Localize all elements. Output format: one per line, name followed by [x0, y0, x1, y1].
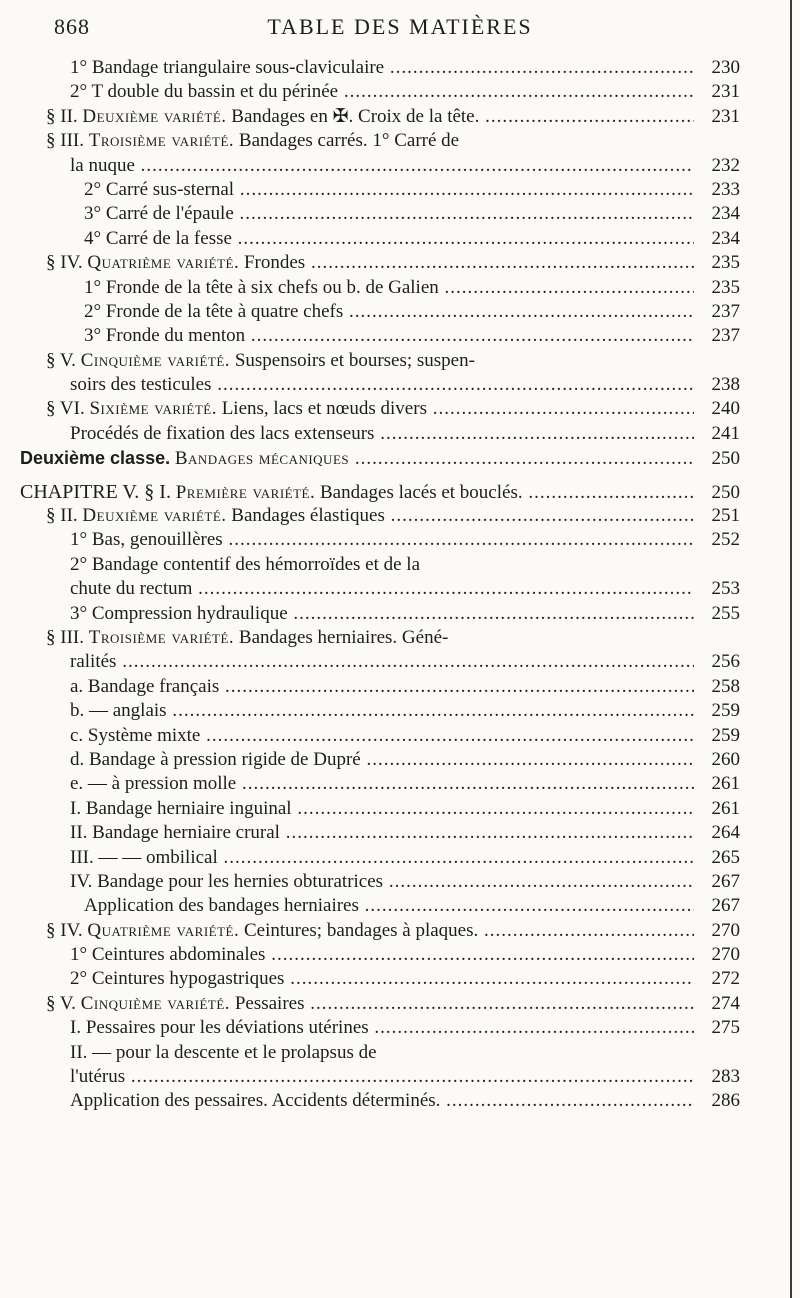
toc-section-entry: § II. Deuxième variété. Bandages en ✠. Croix de la tête. ..... 231 [20, 105, 740, 129]
toc-entry: III. — — ombilical ..... 265 [20, 846, 740, 870]
toc-page-number: 258 [711, 675, 740, 697]
toc-section-entry: § V. Cinquième variété. Suspensoirs et bourses; suspen- [46, 349, 475, 371]
toc-entry: Application des pessaires. Accidents déterminés. ..... 286 [20, 1089, 740, 1113]
toc-entry: ralités ..... 256 [20, 650, 740, 674]
toc-entry: 1° Bas, genouillères ..... 252 [20, 528, 740, 552]
toc-page-number: 241 [711, 422, 740, 444]
toc-entry: 2° Ceintures hypogastriques ..... 272 [20, 967, 740, 991]
toc-page-number: 274 [711, 992, 740, 1014]
toc-entry: Procédés de fixation des lacs extenseurs ..... 241 [20, 422, 740, 446]
toc-page-number: 267 [711, 895, 740, 917]
toc-page-number: 267 [711, 870, 740, 892]
toc-page-number: 259 [711, 700, 740, 722]
toc-page-number: 251 [711, 505, 740, 527]
toc-page-number: 264 [711, 822, 740, 844]
toc-entry: 1° Ceintures abdominales ..... 270 [20, 943, 740, 967]
toc-entry: b. — anglais ..... 259 [20, 699, 740, 723]
toc-page-number: 237 [711, 325, 740, 347]
toc-page-number: 233 [711, 178, 740, 200]
toc-page-number: 275 [711, 1017, 740, 1039]
toc-page-number: 272 [711, 968, 740, 990]
page-edge-rule [790, 0, 792, 1298]
toc-page-number: 283 [711, 1066, 740, 1088]
toc-page-number: 250 [711, 448, 740, 470]
toc-entry: chute du rectum ..... 253 [20, 577, 740, 601]
toc-entry: II. Bandage herniaire crural ..... 264 [20, 821, 740, 845]
toc-entry: 2° Fronde de la tête à quatre chefs ..... 237 [20, 300, 740, 324]
toc-page-number: 286 [711, 1090, 740, 1112]
toc-page-number: 270 [711, 919, 740, 941]
toc-entry: 2° Bandage contentif des hémorroïdes et de la [70, 553, 421, 575]
toc-page-number: 255 [711, 602, 740, 624]
toc-entry: l'utérus ..... 283 [20, 1065, 740, 1089]
toc-page-number: 259 [711, 724, 740, 746]
toc-entry: 3° Carré de l'épaule ..... 234 [20, 202, 740, 226]
toc-page-number: 231 [711, 105, 740, 127]
toc-entry: 2° T double du bassin et du périnée ..... 231 [20, 80, 740, 104]
toc-page-number: 235 [711, 252, 740, 274]
toc-page-number: 234 [711, 227, 740, 249]
toc-section-entry: § VI. Sixième variété. Liens, lacs et nœuds divers ..... 240 [20, 397, 740, 421]
toc-entry: IV. Bandage pour les hernies obturatrices ..... 267 [20, 870, 740, 894]
toc-section-entry: § III. Troisième variété. Bandages herniaires. Géné- [46, 626, 449, 648]
toc-entry: e. — à pression molle ..... 261 [20, 772, 740, 796]
toc-page-number: 270 [711, 944, 740, 966]
toc-entry: 4° Carré de la fesse ..... 234 [20, 227, 740, 251]
toc-section-entry: § IV. Quatrième variété. Frondes ..... 235 [20, 251, 740, 275]
toc-page-number: 252 [711, 529, 740, 551]
toc-page-number: 234 [711, 203, 740, 225]
toc-page-number: 253 [711, 578, 740, 600]
toc-page-number: 232 [711, 154, 740, 176]
toc-page-number: 240 [711, 398, 740, 420]
toc-entry: I. Pessaires pour les déviations utérines ..... 275 [20, 1016, 740, 1040]
toc-section-entry: § V. Cinquième variété. Pessaires ..... 274 [20, 992, 740, 1016]
toc-class-entry: Deuxième classe. Bandages mécaniques ..... 250 [20, 446, 740, 470]
toc-entry: soirs des testicules ..... 238 [20, 373, 740, 397]
toc-page-number: 231 [711, 81, 740, 103]
toc-entry: 2° Carré sus-sternal ..... 233 [20, 178, 740, 202]
table-of-contents [20, 56, 740, 1114]
toc-section-entry: § IV. Quatrième variété. Ceintures; bandages à plaques. ..... 270 [20, 919, 740, 943]
toc-section-entry: § III. Troisième variété. Bandages carrés. 1° Carré de [46, 130, 460, 152]
toc-page-number: 250 [711, 481, 740, 503]
toc-page-number: 230 [711, 57, 740, 78]
toc-chapter-entry: CHAPITRE V. § I. Première variété. Bandages lacés et bouclés. ..... 250 [20, 480, 740, 504]
toc-entry: II. — pour la descente et le prolapsus de [70, 1041, 377, 1063]
toc-entry: 3° Compression hydraulique ..... 255 [20, 602, 740, 626]
toc-page-number: 235 [711, 276, 740, 298]
toc-entry: 1° Bandage triangulaire sous-claviculaire ..... 230 [20, 56, 740, 80]
toc-entry: 3° Fronde du menton ..... 237 [20, 324, 740, 348]
toc-page-number: 261 [711, 797, 740, 819]
toc-section-entry: § II. Deuxième variété. Bandages élastiques ..... 251 [20, 504, 740, 528]
page-header [0, 14, 800, 54]
toc-page-number: 260 [711, 748, 740, 770]
toc-entry: 1° Fronde de la tête à six chefs ou b. de Galien ..... 235 [20, 276, 740, 300]
toc-page-number: 237 [711, 300, 740, 322]
toc-page-number: 238 [711, 374, 740, 396]
toc-entry: d. Bandage à pression rigide de Dupré ..... 260 [20, 748, 740, 772]
toc-entry: a. Bandage français ..... 258 [20, 675, 740, 699]
toc-entry: Application des bandages herniaires ..... 267 [20, 894, 740, 918]
toc-page-number: 256 [711, 651, 740, 673]
toc-entry: I. Bandage herniaire inguinal ..... 261 [20, 797, 740, 821]
toc-entry: la nuque ..... 232 [20, 154, 740, 178]
page-title: TABLE DES MATIÈRES [267, 14, 533, 39]
page-number: 868 [54, 14, 90, 39]
toc-page-number: 261 [711, 773, 740, 795]
toc-page-number: 265 [711, 846, 740, 868]
toc-entry: c. Système mixte ..... 259 [20, 724, 740, 748]
